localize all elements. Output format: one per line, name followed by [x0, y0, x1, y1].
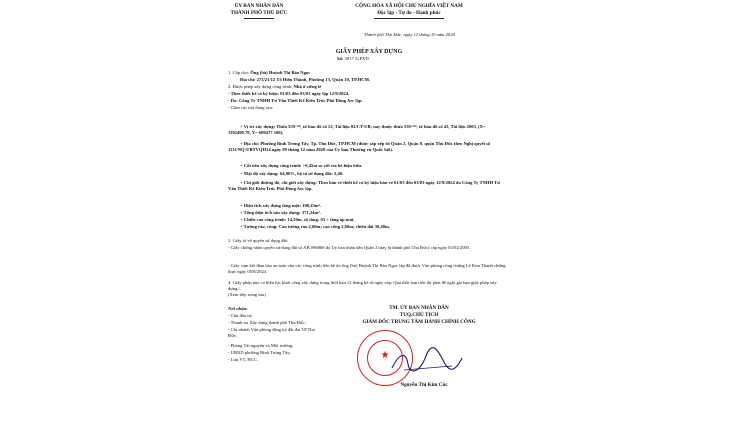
- s1-name: Ông (bà) Huỳnh Thị Bảo Ngọc: [250, 70, 311, 75]
- s1-label: 1. Cấp cho:: [228, 70, 250, 75]
- s2-design: - Theo thiết kế có ký hiệu: 01/03 đến 03/03 ngày lập 12/9/2024.: [228, 91, 350, 96]
- document-title: GIẤY PHÉP XÂY DỰNG: [335, 49, 403, 55]
- recipient-item: - Thanh tra Xây dựng thành phố Thủ Đức;: [228, 320, 306, 325]
- star-icon: ★: [380, 350, 390, 361]
- signature-line2: TUQ.CHỦ TỊCH: [399, 312, 439, 318]
- s4-continue: (Xem tiếp trang sau): [228, 292, 266, 297]
- signer-name: Nguyễn Thị Kim Cúc: [400, 382, 448, 388]
- nation-line: CỘNG HÒA XÃ HỘI CHỦ NGHĨA VIỆT NAM: [355, 3, 463, 9]
- s2-fence: + Tường rào, cổng: Cao tường rào 2,60m; cao cổng 2,60m; chiều dài 30,48m.: [240, 224, 390, 229]
- s4-text: 4. Giấy phép này có hiệu lực khởi công xây dựng trong thời hạn 12 tháng kể từ ngày cấp; Quá thời hạn trên thì phải đề nghị gia hạn giấy phép xây dựng./.: [228, 280, 497, 291]
- s1-address: Địa chỉ: 273/21/12 Tô Hiến Thành, Phường 13, Quận 10, TP.HCM.: [240, 77, 371, 82]
- recipient-item: - Phòng Tài nguyên và Môi trường;: [228, 343, 294, 348]
- s2-density: + Mật độ xây dựng: 64,96%, hệ số sử dụng đất: 2,40.: [240, 171, 344, 176]
- s2-ground-area: + Diện tích xây dựng tầng một: 100,43m².: [240, 203, 322, 208]
- s2-boundary: + Chỉ giới đường đỏ, chỉ giới xây dựng: Theo bản vẽ thiết kế có ký hiệu bản vẽ 01/03 đến 03/03 ngày 12/9/2024 do Công Ty TNHH Tư Vấn Thiết Kế Kiến Trúc Phố Đông Arc lập.: [228, 180, 500, 191]
- number-suffix: /GPXD: [354, 56, 369, 61]
- recipient-item: - Lưu VT, HCC.: [228, 357, 259, 362]
- s3-label: 3. Giấy tờ về quyền sử dụng đất:: [228, 238, 289, 243]
- motto-underline: [374, 18, 444, 19]
- section-1: [228, 70, 508, 76]
- document-number: [337, 57, 369, 62]
- document-page: [214, 0, 524, 422]
- issuer-underline: [244, 18, 274, 19]
- s3-item1: - Giấy chứng nhận quyền sử dụng đất số AB 096868 do Ủy ban nhân dân Quận 2 (nay là thành phố Thủ Đức) cấp ngày 03/02/2005.: [228, 245, 471, 250]
- motto-line: Độc lập - Tự do - Hạnh phúc: [377, 10, 441, 16]
- number-value: 3017: [344, 56, 354, 61]
- section-2: [228, 84, 508, 90]
- handwritten-signature: [386, 346, 466, 376]
- s3-item2: - Giấy cam kết đảm bảo an toàn cho các công trình liền kề do ông (bà) Huỳnh Thị Bảo Ngọc lập đã được Văn phòng công chứng Lê Kim Thanh chứng thực ngày 05/8/2024.: [228, 263, 506, 274]
- recipients-title: Nơi nhận:: [228, 306, 248, 311]
- recipient-item: - UBND phường Bình Trưng Tây;: [228, 350, 291, 355]
- s2-label: 2. Được phép xây dựng công trình:: [228, 84, 293, 89]
- recipient-item: - Chi nhánh Văn phòng đăng ký đất đai TP.Thủ Đức;: [228, 327, 315, 338]
- s2-includes: - Gồm các nội dung sau:: [228, 105, 274, 110]
- s2-location: + Vị trí xây dựng: Thửa 559-¹⁵⁸, tờ bản đồ số 12, Tài liệu 02/CT-UB; nay thuộc thửa 559-¹⁵⁸, tờ bản đồ số 45, Tài liệu 2003, (X= 1192490.78, Y= 609477.100).: [228, 124, 486, 135]
- s2-address: + Địa chỉ: Phường Bình Trưng Tây, Tp. Thủ Đức, TP.HCM (được sắp xếp từ Quận 2, Quận 9, quận Thủ Đức theo Nghị quyết số 1111/NQ-UBTVQH14 ngày 09 tháng 12 năm 2020 của Ủy ban Thường vụ Quốc hội).: [228, 141, 491, 152]
- s2-by: - Do: Công Ty TNHH Tư Vấn Thiết Kế Kiến Trúc Phố Đông Arc lập.: [228, 98, 363, 103]
- signature-line1: TM. ỦY BAN NHÂN DÂN: [389, 305, 449, 311]
- signature-line3: GIÁM ĐỐC TRUNG TÂM HÀNH CHÍNH CÔNG: [362, 319, 476, 325]
- s2-value: Nhà ở riêng lẻ: [293, 84, 322, 89]
- recipient-item: - Chủ đầu tư;: [228, 313, 253, 318]
- issuer-line2: THÀNH PHỐ THỦ ĐỨC: [230, 10, 288, 16]
- s2-floor-level: + Cốt nền xây dựng công trình: +0,45m so với vỉa hè hiện hữu.: [240, 163, 363, 168]
- place-date: Thành phố Thủ Đức, ngày 12 tháng 10 năm 2024: [364, 32, 455, 37]
- s2-total-area: + Tổng diện tích sàn xây dựng: 371,24m².: [240, 210, 321, 215]
- number-label: Số:: [337, 56, 344, 61]
- issuer-line1: ỦY BAN NHÂN DÂN: [234, 3, 284, 9]
- s2-height: + Chiều cao công trình: 14,50m, số tầng: 03 + tầng áp mái.: [240, 217, 355, 222]
